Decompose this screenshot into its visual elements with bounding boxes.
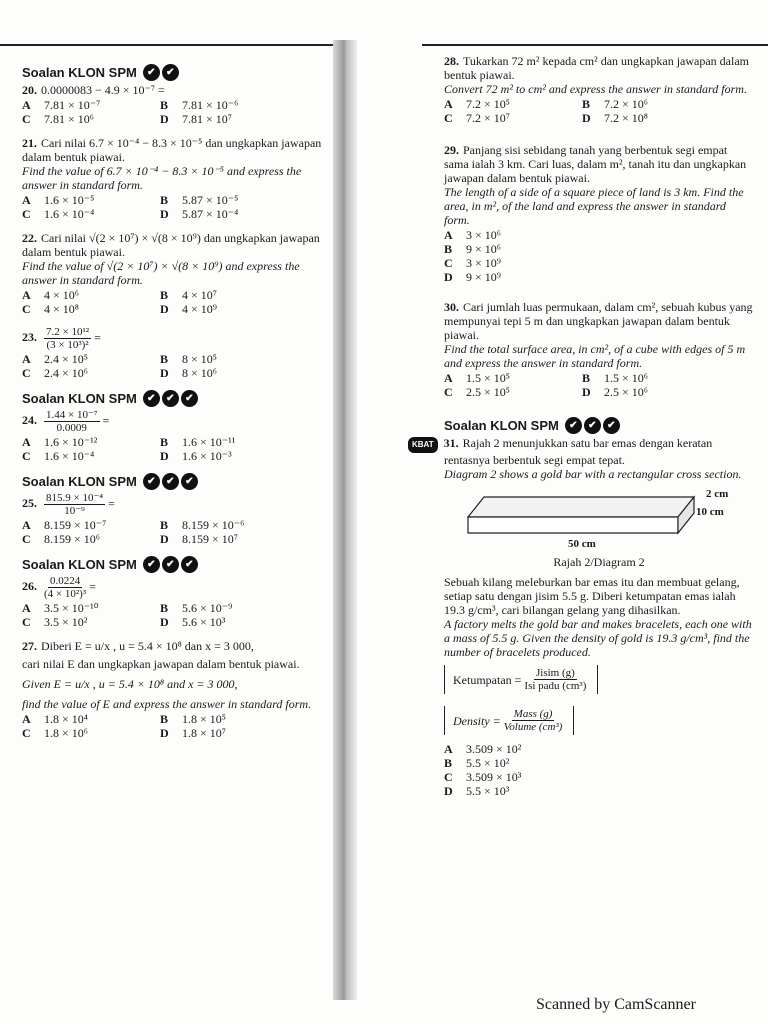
question-expression: 0.0000083 − 4.9 × 10⁻⁷ = [41, 83, 165, 97]
option-a[interactable]: A 3 × 10⁶ [444, 228, 501, 242]
option-b[interactable]: B 5.87 × 10⁻⁵ [160, 193, 239, 207]
right-column [412, 54, 754, 808]
options [22, 712, 322, 740]
option-b[interactable]: B 5.6 × 10⁻⁹ [160, 601, 233, 615]
option-d[interactable]: D 1.8 × 10⁷ [160, 726, 226, 740]
option-d[interactable]: D 5.87 × 10⁻⁴ [160, 207, 239, 221]
check-badge-icon: ✔ [181, 473, 198, 490]
option-d[interactable]: D 7.2 × 10⁸ [582, 111, 648, 125]
fraction-denominator: 0.0009 [56, 422, 87, 434]
question-30 [444, 300, 754, 399]
dimension-height-label: 2 cm [706, 488, 729, 500]
option-text: 2.5 × 10⁵ [466, 385, 510, 399]
options [22, 352, 322, 380]
density-formula-english [444, 706, 574, 735]
options [444, 371, 754, 399]
option-text: 7.81 × 10⁶ [44, 112, 94, 126]
question-23 [22, 326, 322, 380]
question-28 [444, 54, 754, 125]
option-text: 4 × 10⁶ [44, 288, 79, 302]
section-title: Soalan KLON SPM [22, 473, 137, 489]
section-title: Soalan KLON SPM [444, 417, 559, 433]
question-text-english: find the value of E and express the answer in standard form. [22, 697, 312, 711]
options [22, 98, 322, 126]
option-text: 7.2 × 10⁵ [466, 97, 510, 111]
option-d[interactable]: D 1.6 × 10⁻³ [160, 449, 232, 463]
option-b[interactable]: B 1.8 × 10⁵ [160, 712, 226, 726]
question-number: 20. [22, 83, 37, 97]
question-31 [412, 436, 754, 798]
question-number: 24. [22, 413, 37, 428]
option-a[interactable]: A 8.159 × 10⁻⁷ [22, 518, 107, 532]
option-d[interactable]: D 7.81 × 10⁷ [160, 112, 232, 126]
option-b[interactable]: B 9 × 10⁶ [444, 242, 501, 256]
option-text: 2.4 × 10⁶ [44, 366, 88, 380]
fraction [44, 326, 91, 351]
options [22, 601, 322, 629]
option-text: 5.87 × 10⁻⁴ [182, 207, 239, 221]
option-d[interactable]: D 4 × 10⁹ [160, 302, 217, 316]
option-b[interactable]: B 8 × 10⁵ [160, 352, 217, 366]
formula-label: Density = [453, 713, 501, 728]
option-text: 1.8 × 10⁵ [182, 712, 226, 726]
top-rule-right [422, 44, 768, 46]
option-text: 5.6 × 10⁻⁹ [182, 601, 233, 615]
fraction-numerator: 0.0224 [49, 575, 81, 587]
question-number: 31. [443, 436, 459, 450]
option-text: 8.159 × 10⁻⁶ [182, 518, 245, 532]
check-badge-icon: ✔ [162, 473, 179, 490]
option-d[interactable]: D 5.5 × 10³ [444, 784, 510, 798]
option-c[interactable]: C 2.5 × 10⁵ [444, 385, 510, 399]
question-text-malay: cari nilai E dan ungkapkan jawapan dalam bentuk piawai. [22, 657, 300, 671]
check-badge-icon: ✔ [603, 417, 620, 434]
question-number: 25. [22, 496, 37, 511]
question-text-english: Find the value of √(2 × 10⁷) × √(8 × 10⁹) and express the answer in standard form. [22, 259, 300, 287]
question-text-malay: Cari jumlah luas permukaan, dalam cm², sebuah kubus yang mempunyai tepi 5 m dan ungkapkan jawapan dalam bentuk piawai. [444, 300, 753, 342]
question-number: 26. [22, 579, 37, 594]
equals-sign: = [94, 330, 101, 345]
equals-sign: = [108, 496, 115, 511]
question-21 [22, 136, 322, 221]
option-a[interactable]: A 4 × 10⁶ [22, 288, 79, 302]
option-text: 1.6 × 10⁻¹¹ [182, 435, 236, 449]
gold-bar-diagram [444, 487, 744, 551]
option-c[interactable]: C 8.159 × 10⁶ [22, 532, 100, 546]
check-badge-icon: ✔ [181, 390, 198, 407]
option-text: 1.6 × 10⁻⁴ [44, 207, 95, 221]
dimension-width-label: 10 cm [696, 506, 724, 518]
badge-group [563, 417, 620, 434]
option-b[interactable]: B 1.5 × 10⁶ [582, 371, 648, 385]
option-c[interactable]: C 1.6 × 10⁻⁴ [22, 449, 95, 463]
option-text: 3.5 × 10⁻¹⁰ [44, 601, 99, 615]
options [22, 518, 322, 546]
option-text: 4 × 10⁹ [182, 302, 217, 316]
option-a[interactable]: A 1.6 × 10⁻¹² [22, 435, 98, 449]
fraction-denominator: 10⁻⁹ [64, 505, 85, 517]
diagram-caption: Rajah 2/Diagram 2 [553, 555, 645, 569]
option-text: 3 × 10⁶ [466, 228, 501, 242]
options [444, 97, 754, 125]
option-text: 7.2 × 10⁸ [604, 111, 648, 125]
check-badge-icon: ✔ [162, 64, 179, 81]
question-27 [22, 639, 322, 740]
dimension-length-label: 50 cm [568, 538, 596, 550]
equals-sign: = [102, 413, 110, 428]
section-header [22, 64, 322, 81]
option-text: 5.87 × 10⁻⁵ [182, 193, 239, 207]
question-text-malay: Rajah 2 menunjukkan satu bar emas dengan keratan rentasnya berbentuk segi empat tepat. [444, 436, 713, 467]
option-text: 1.6 × 10⁻⁴ [44, 449, 95, 463]
fraction-numerator: Jisim (g) [535, 667, 575, 679]
options [22, 288, 322, 316]
fraction-numerator: 7.2 × 10¹² [46, 326, 90, 338]
option-c[interactable]: C 3 × 10⁹ [444, 256, 501, 270]
fraction-numerator: Mass (g) [513, 708, 553, 720]
option-text: 3.509 × 10³ [466, 770, 522, 784]
option-text: 7.2 × 10⁶ [604, 97, 648, 111]
options [22, 193, 322, 221]
option-text: 7.81 × 10⁷ [182, 112, 232, 126]
question-text-english: Diagram 2 shows a gold bar with a rectangular cross section. [444, 467, 742, 481]
fraction-numerator: 815.9 × 10⁻⁴ [46, 492, 104, 504]
option-text: 1.5 × 10⁵ [466, 371, 510, 385]
question-text-english: Find the total surface area, in cm², of a cube with edges of 5 m and express the answer in standard form. [444, 342, 746, 370]
question-24 [22, 409, 322, 463]
left-column [22, 56, 322, 750]
question-text-malay: Sebuah kilang meleburkan bar emas itu dan membuat gelang, setiap satu dengan jisim 5.5 g. Diberi ketumpatan emas ialah 19.3 g/cm³, cari bilangan gelang yang dihasilkan. [444, 575, 740, 617]
fraction [524, 667, 586, 692]
question-26 [22, 575, 322, 629]
fraction-numerator: 1.44 × 10⁻⁷ [46, 409, 98, 421]
section-header [22, 473, 322, 490]
option-a[interactable]: A 3.5 × 10⁻¹⁰ [22, 601, 99, 615]
check-badge-icon: ✔ [162, 390, 179, 407]
option-text: 8.159 × 10⁶ [44, 532, 100, 546]
top-rule-left [0, 44, 333, 46]
option-c[interactable]: C 4 × 10⁸ [22, 302, 79, 316]
option-text: 1.8 × 10⁷ [182, 726, 226, 740]
density-formula-malay [444, 665, 598, 694]
option-b[interactable]: B 5.5 × 10² [444, 756, 510, 770]
section-header [22, 390, 322, 407]
option-b[interactable]: B 8.159 × 10⁻⁶ [160, 518, 245, 532]
question-text-english: Convert 72 m² to cm² and express the answer in standard form. [444, 82, 747, 96]
option-a[interactable]: A 7.2 × 10⁵ [444, 97, 510, 111]
option-text: 4 × 10⁷ [182, 288, 217, 302]
option-text: 8.159 × 10⁷ [182, 532, 238, 546]
check-badge-icon: ✔ [584, 417, 601, 434]
kbat-badge: KBAT [408, 437, 438, 453]
section-header [444, 417, 754, 434]
option-text: 8 × 10⁵ [182, 352, 217, 366]
section-title: Soalan KLON SPM [22, 390, 137, 406]
check-badge-icon: ✔ [143, 64, 160, 81]
check-badge-icon: ✔ [143, 556, 160, 573]
question-text-english: Given E = u/x , u = 5.4 × 10⁸ and x = 3 000, [22, 677, 238, 691]
option-text: 7.81 × 10⁻⁶ [182, 98, 239, 112]
badge-group [141, 64, 179, 81]
option-d[interactable]: D 5.6 × 10³ [160, 615, 226, 629]
option-text: 3.509 × 10² [466, 742, 522, 756]
option-text: 9 × 10⁶ [466, 242, 501, 256]
formula-label: Ketumpatan = [453, 672, 522, 687]
fraction [44, 409, 100, 434]
section-header [22, 556, 322, 573]
check-badge-icon: ✔ [565, 417, 582, 434]
question-22 [22, 231, 322, 316]
fraction [44, 575, 86, 600]
option-b[interactable]: B 7.2 × 10⁶ [582, 97, 648, 111]
option-c[interactable]: C 1.6 × 10⁻⁴ [22, 207, 95, 221]
option-d[interactable]: D 8.159 × 10⁷ [160, 532, 238, 546]
option-text: 1.6 × 10⁻¹² [44, 435, 98, 449]
option-a[interactable]: A 2.4 × 10⁵ [22, 352, 88, 366]
question-text-english: The length of a side of a square piece of land is 3 km. Find the area, in m², of the land and express the answer in standard form. [444, 185, 744, 227]
section-title: Soalan KLON SPM [22, 556, 137, 572]
option-text: 2.4 × 10⁵ [44, 352, 88, 366]
question-text-malay: Tukarkan 72 m² kepada cm² dan ungkapkan jawapan dalam bentuk piawai. [444, 54, 750, 82]
question-29 [444, 143, 754, 284]
option-c[interactable]: C 3.5 × 10² [22, 615, 88, 629]
question-text-malay: Cari nilai √(2 × 10⁷) × √(8 × 10⁹) dan ungkapkan jawapan dalam bentuk piawai. [22, 231, 320, 259]
option-text: 8.159 × 10⁻⁷ [44, 518, 107, 532]
option-text: 2.5 × 10⁶ [604, 385, 648, 399]
fraction-denominator: Volume (cm³) [503, 721, 563, 733]
options [444, 228, 754, 284]
options [22, 435, 322, 463]
option-a[interactable]: A 1.8 × 10⁴ [22, 712, 88, 726]
badge-group [141, 556, 198, 573]
check-badge-icon: ✔ [162, 556, 179, 573]
option-c[interactable]: C 3.509 × 10³ [444, 770, 522, 784]
check-badge-icon: ✔ [143, 473, 160, 490]
question-25 [22, 492, 322, 546]
question-number: 30. [444, 300, 459, 314]
option-text: 3.5 × 10² [44, 615, 88, 629]
check-badge-icon: ✔ [143, 390, 160, 407]
question-text-english: Find the value of 6.7 × 10⁻⁴ − 8.3 × 10⁻⁵ and express the answer in standard form. [22, 164, 302, 192]
fraction-denominator: (4 × 10²)³ [44, 588, 87, 600]
fraction-denominator: Isi padu (cm³) [524, 680, 587, 692]
option-text: 9 × 10⁹ [466, 270, 501, 284]
question-text-malay: Panjang sisi sebidang tanah yang berbentuk segi empat sama ialah 3 km. Cari luas, dalam m², tanah itu dan ungkapkan jawapan dalam bentuk piawai. [444, 143, 747, 185]
option-text: 8 × 10⁶ [182, 366, 217, 380]
option-text: 1.8 × 10⁶ [44, 726, 88, 740]
option-a[interactable]: A 3.509 × 10² [444, 742, 522, 756]
option-text: 7.2 × 10⁷ [466, 111, 510, 125]
option-a[interactable]: A 1.5 × 10⁵ [444, 371, 510, 385]
option-c[interactable]: C 2.4 × 10⁶ [22, 366, 88, 380]
option-text: 5.6 × 10³ [182, 615, 226, 629]
option-text: 4 × 10⁸ [44, 302, 79, 316]
option-b[interactable]: B 1.6 × 10⁻¹¹ [160, 435, 236, 449]
option-text: 1.8 × 10⁴ [44, 712, 88, 726]
option-a[interactable]: A 1.6 × 10⁻⁵ [22, 193, 95, 207]
option-text: 1.5 × 10⁶ [604, 371, 648, 385]
option-b[interactable]: B 7.81 × 10⁻⁶ [160, 98, 239, 112]
option-c[interactable]: C 7.81 × 10⁶ [22, 112, 94, 126]
question-text-english: A factory melts the gold bar and makes bracelets, each one with a mass of 5.5 g. Given the density of gold is 19.3 g/cm³, find the number of bracelets produced. [444, 617, 752, 659]
question-text-malay: Cari nilai 6.7 × 10⁻⁴ − 8.3 × 10⁻⁵ dan ungkapkan jawapan dalam bentuk piawai. [22, 136, 322, 164]
option-c[interactable]: C 1.8 × 10⁶ [22, 726, 88, 740]
question-number: 22. [22, 231, 37, 245]
option-text: 5.5 × 10³ [466, 784, 510, 798]
book-spine [333, 40, 357, 1000]
badge-group [141, 473, 198, 490]
fraction [504, 708, 563, 733]
fraction-denominator: (3 × 10³)² [46, 339, 89, 351]
option-text: 7.81 × 10⁻⁷ [44, 98, 101, 112]
scanner-watermark: Scanned by CamScanner [536, 996, 696, 1013]
question-text-malay: Diberi E = u/x , u = 5.4 × 10⁸ dan x = 3 000, [41, 639, 254, 653]
fraction [44, 492, 105, 517]
question-number: 27. [22, 639, 37, 653]
badge-group [141, 390, 198, 407]
question-number: 28. [444, 54, 459, 68]
option-text: 3 × 10⁹ [466, 256, 501, 270]
equals-sign: = [89, 579, 96, 594]
option-text: 1.6 × 10⁻³ [182, 449, 232, 463]
option-b[interactable]: B 4 × 10⁷ [160, 288, 217, 302]
option-d[interactable]: D 8 × 10⁶ [160, 366, 217, 380]
question-20 [22, 83, 322, 126]
option-d[interactable]: D 9 × 10⁹ [444, 270, 501, 284]
options [444, 742, 754, 798]
question-number: 23. [22, 330, 37, 345]
section-title: Soalan KLON SPM [22, 64, 137, 80]
option-c[interactable]: C 7.2 × 10⁷ [444, 111, 510, 125]
option-a[interactable]: A 7.81 × 10⁻⁷ [22, 98, 101, 112]
question-number: 21. [22, 136, 37, 150]
option-text: 1.6 × 10⁻⁵ [44, 193, 95, 207]
option-text: 5.5 × 10² [466, 756, 510, 770]
option-d[interactable]: D 2.5 × 10⁶ [582, 385, 648, 399]
question-number: 29. [444, 143, 459, 157]
check-badge-icon: ✔ [181, 556, 198, 573]
